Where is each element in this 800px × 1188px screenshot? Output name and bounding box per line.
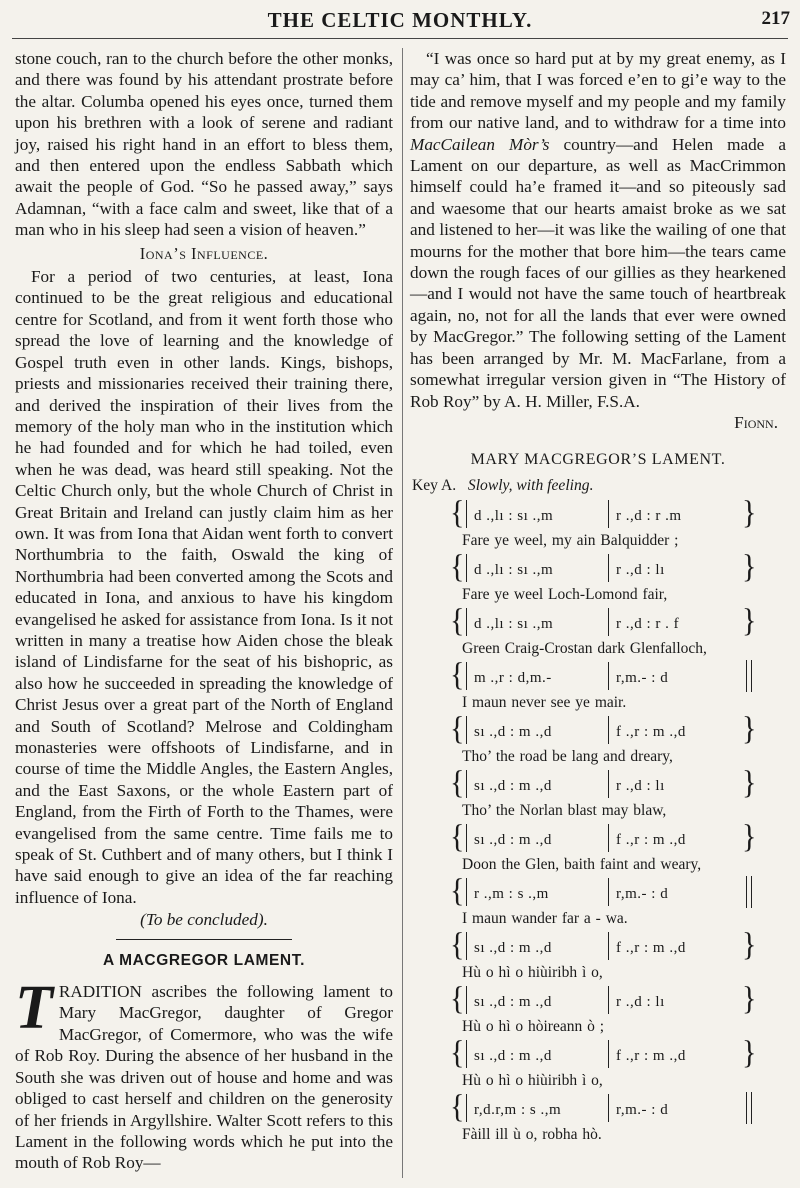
bar-line [466, 1040, 467, 1068]
measure-notes: r .,m : s .,m [474, 886, 549, 903]
key-label: Key A. [412, 476, 457, 494]
left-column [15, 48, 393, 1174]
right-brace: } [742, 494, 757, 531]
lyric-line: Fare ye weel, my ain Balquidder ; [462, 532, 679, 550]
measure-notes: d .,lı : sı .,m [474, 562, 554, 579]
music-stave [410, 1088, 786, 1148]
right-brace: } [742, 548, 757, 585]
measure-notes: m .,r : d,m.- [474, 670, 552, 687]
music-stave [410, 656, 786, 716]
right-brace: } [742, 764, 757, 801]
lyric-line: Hù o hì o hòireann ò ; [462, 1018, 605, 1036]
bar-line [608, 716, 609, 744]
tradition-text: RADITION ascribes the following lament to Mary MacGregor, daughter of Gregor MacGregor, of Comermore, who was the wife of Rob Roy. During the absence of her husband in the South she was driven out of house and home and was obliged to cast herself and children on the generosity of her friends in Argyllshire. Walter Scott refers to this Lament in the following words which he put into the mouth of Rob Roy— [15, 982, 393, 1173]
music-stave [410, 926, 786, 986]
measure-notes: f .,r : m .,d [616, 940, 686, 957]
section-heading: Iona’s Influence. [139, 243, 269, 263]
columba-paragraph: stone couch, ran to the church before the other monks, and there was found by his attendant prostrate before the altar. Columba opened his eyes once, turned them upon his brethren with a look of serene and radiant joy, raised his right hand in an effort to bless them, and then entered upon the endless Sabbath which await the people of God. “So he passed away,” says Adamnan, “with a face calm and sweet, like that of a man who in his sleep had seen a vision of heaven.” [15, 49, 393, 240]
bar-line [608, 608, 609, 636]
left-brace: { [450, 1034, 465, 1071]
measure-notes: r,m.- : d [616, 670, 669, 687]
measure-notes: sı .,d : m .,d [474, 994, 552, 1011]
bar-line [466, 1094, 467, 1122]
bar-line [466, 554, 467, 582]
right-brace: } [742, 1034, 757, 1071]
author-signature: Fionn. [734, 412, 778, 432]
music-stave [410, 602, 786, 662]
music-stave [410, 872, 786, 932]
bar-line [608, 770, 609, 798]
tempo-marking: Slowly, with feeling. [467, 476, 594, 494]
left-brace: { [450, 656, 465, 693]
left-brace: { [450, 764, 465, 801]
lyric-line: Fare ye weel Loch-Lomond fair, [462, 586, 668, 604]
bar-line [466, 878, 467, 906]
measure-notes: r,m.- : d [616, 1102, 669, 1119]
bar-line [466, 932, 467, 960]
measure-notes: sı .,d : m .,d [474, 778, 552, 795]
final-double-bar [746, 1092, 752, 1124]
left-brace: { [450, 548, 465, 585]
lyric-line: I maun never see ye mair. [462, 694, 627, 712]
bar-line [466, 716, 467, 744]
lyric-line: Tho’ the road be lang and dreary, [462, 748, 673, 766]
music-stave [410, 494, 786, 554]
to-be-concluded-note: (To be concluded). [140, 910, 268, 930]
lyric-line: Tho’ the Norlan blast may blaw, [462, 802, 667, 820]
final-double-bar [746, 660, 752, 692]
left-brace: { [450, 980, 465, 1017]
measure-notes: f .,r : m .,d [616, 832, 686, 849]
music-title: MARY MACGREGOR’S LAMENT. [470, 451, 726, 469]
bar-line [608, 1040, 609, 1068]
bar-line [608, 878, 609, 906]
iona-influence-paragraph: For a period of two centuries, at least, Iona continued to be the great religious and educational centre for Scotland, and from it went forth those who spread the love of learning and the knowledge of Gospel truth even in other lands. Kings, bishops, priests and missionaries received their training there, and derived the inspiration of their lives from the memory of the holy man who in the institution which he had founded and for which he had toiled, even when he was dead, was heard still speaking. Not the Celtic Church only, but the whole Church of Christ in Great Britain and Ireland can justly claim him as her own. It was from Iona that Aidan went forth to convert Northumbria to the faith, Oswald the king of Northumbria had been converted among the Scots and educated in Iona, and anxious to have his kingdom evangelised he asked for assistance from Iona. Is it not written in many a treatise how Aiden chose the bleak island of Lindisfarne for the seat of his bishopric, as also how he succeeded in spreading the knowledge of Christ Jesus over a great part of the North of England and South of Scotland? Melrose and Coldingham monasteries were offshoots of Lindisfarne, and in course of time the Middle Angles, the Eastern Angles, and the East Saxons, or the whole Eastern part of England, from the Firth of Forth to the Thames, were evangelised from the same centre. Time fails me to speak of St. Cuthbert and of many others, but I think I have said enough to give an idea of the far reaching influence of Iona. [15, 267, 393, 907]
music-stave [410, 980, 786, 1040]
measure-notes: r,m.- : d [616, 886, 669, 903]
music-stave [410, 764, 786, 824]
bar-line [466, 770, 467, 798]
music-stave [410, 818, 786, 878]
measure-notes: r,d.r,m : s .,m [474, 1102, 562, 1119]
left-brace: { [450, 926, 465, 963]
running-header [0, 8, 800, 40]
page-number: 217 [761, 8, 790, 29]
measure-notes: r .,d : r . f [616, 616, 680, 633]
measure-notes: r .,d : lı [616, 778, 665, 795]
measure-notes: sı .,d : m .,d [474, 832, 552, 849]
music-stave [410, 548, 786, 608]
music-stave [410, 1034, 786, 1094]
quote-text-start: “I was once so hard put at by my great enemy, as I may ca’ him, that I was forced e’en to gi’e way to the tide and remove myself and my people and my family from our native land, and to withdraw for a time into [410, 49, 786, 133]
quote-italic-name: MacCailean Mòr’s [410, 134, 550, 154]
right-brace: } [742, 926, 757, 963]
quote-text-end: country—and Helen made a Lament on our departure, as well as MacCrimmon himself could ha’e framed it—and so piteously sad and waesome that our hearts amaist broke as we sat and listened to her—it was like the wailing of one that mourns for the mother that bore him—the tears came down the rough faces of our gillies as they hearkened—and I would not have the same touch of heartbreak again, no, not for all the lands that ever were owned by MacGregor.” The following setting of the Lament has been arranged by Mr. M. MacFarlane, from a somewhat irregular version given in “The History of Rob Roy” by A. H. Miller, F.S.A. [410, 134, 786, 411]
left-brace: { [450, 1088, 465, 1125]
lyric-line: Hù o hì o hiùiribh ì o, [462, 1072, 603, 1090]
bar-line [608, 932, 609, 960]
journal-title: THE CELTIC MONTHLY. [267, 8, 533, 32]
measure-notes: r .,d : lı [616, 994, 665, 1011]
left-brace: { [450, 602, 465, 639]
bar-line [608, 986, 609, 1014]
bar-line [466, 662, 467, 690]
bar-line [466, 500, 467, 528]
key-signature-line [412, 475, 786, 496]
bar-line [466, 824, 467, 852]
right-column [410, 48, 786, 1148]
measure-notes: sı .,d : m .,d [474, 1048, 552, 1065]
measure-notes: d .,lı : sı .,m [474, 616, 554, 633]
music-stave [410, 710, 786, 770]
lyric-line: Green Craig-Crostan dark Glenfalloch, [462, 640, 707, 658]
lyric-line: Hù o hì o hiùiribh ì o, [462, 964, 603, 982]
measure-notes: r .,d : lı [616, 562, 665, 579]
bar-line [608, 500, 609, 528]
bar-line [466, 608, 467, 636]
right-brace: } [742, 980, 757, 1017]
measure-notes: f .,r : m .,d [616, 1048, 686, 1065]
left-brace: { [450, 872, 465, 909]
left-brace: { [450, 710, 465, 747]
tradition-paragraph [15, 974, 393, 1174]
header-rule [12, 38, 788, 39]
measure-notes: f .,r : m .,d [616, 724, 686, 741]
measure-notes: r .,d : r .m [616, 508, 682, 525]
article-separator [116, 939, 292, 940]
measure-notes: sı .,d : m .,d [474, 940, 552, 957]
right-brace: } [742, 818, 757, 855]
final-double-bar [746, 876, 752, 908]
column-divider [402, 48, 403, 1178]
drop-cap: T [15, 974, 53, 1043]
bar-line [466, 986, 467, 1014]
measure-notes: sı .,d : m .,d [474, 724, 552, 741]
bar-line [608, 662, 609, 690]
lyric-line: Doon the Glen, baith faint and weary, [462, 856, 702, 874]
rob-roy-quote [410, 48, 786, 412]
bar-line [608, 554, 609, 582]
bar-line [608, 1094, 609, 1122]
left-brace: { [450, 494, 465, 531]
measure-notes: d .,lı : sı .,m [474, 508, 554, 525]
left-brace: { [450, 818, 465, 855]
article-title: A MACGREGOR LAMENT. [103, 951, 305, 969]
lyric-line: I maun wander far a - wa. [462, 910, 628, 928]
lyric-line: Fàill ill ù o, robha hò. [462, 1126, 602, 1144]
right-brace: } [742, 602, 757, 639]
bar-line [608, 824, 609, 852]
right-brace: } [742, 710, 757, 747]
music-score [410, 494, 786, 1148]
